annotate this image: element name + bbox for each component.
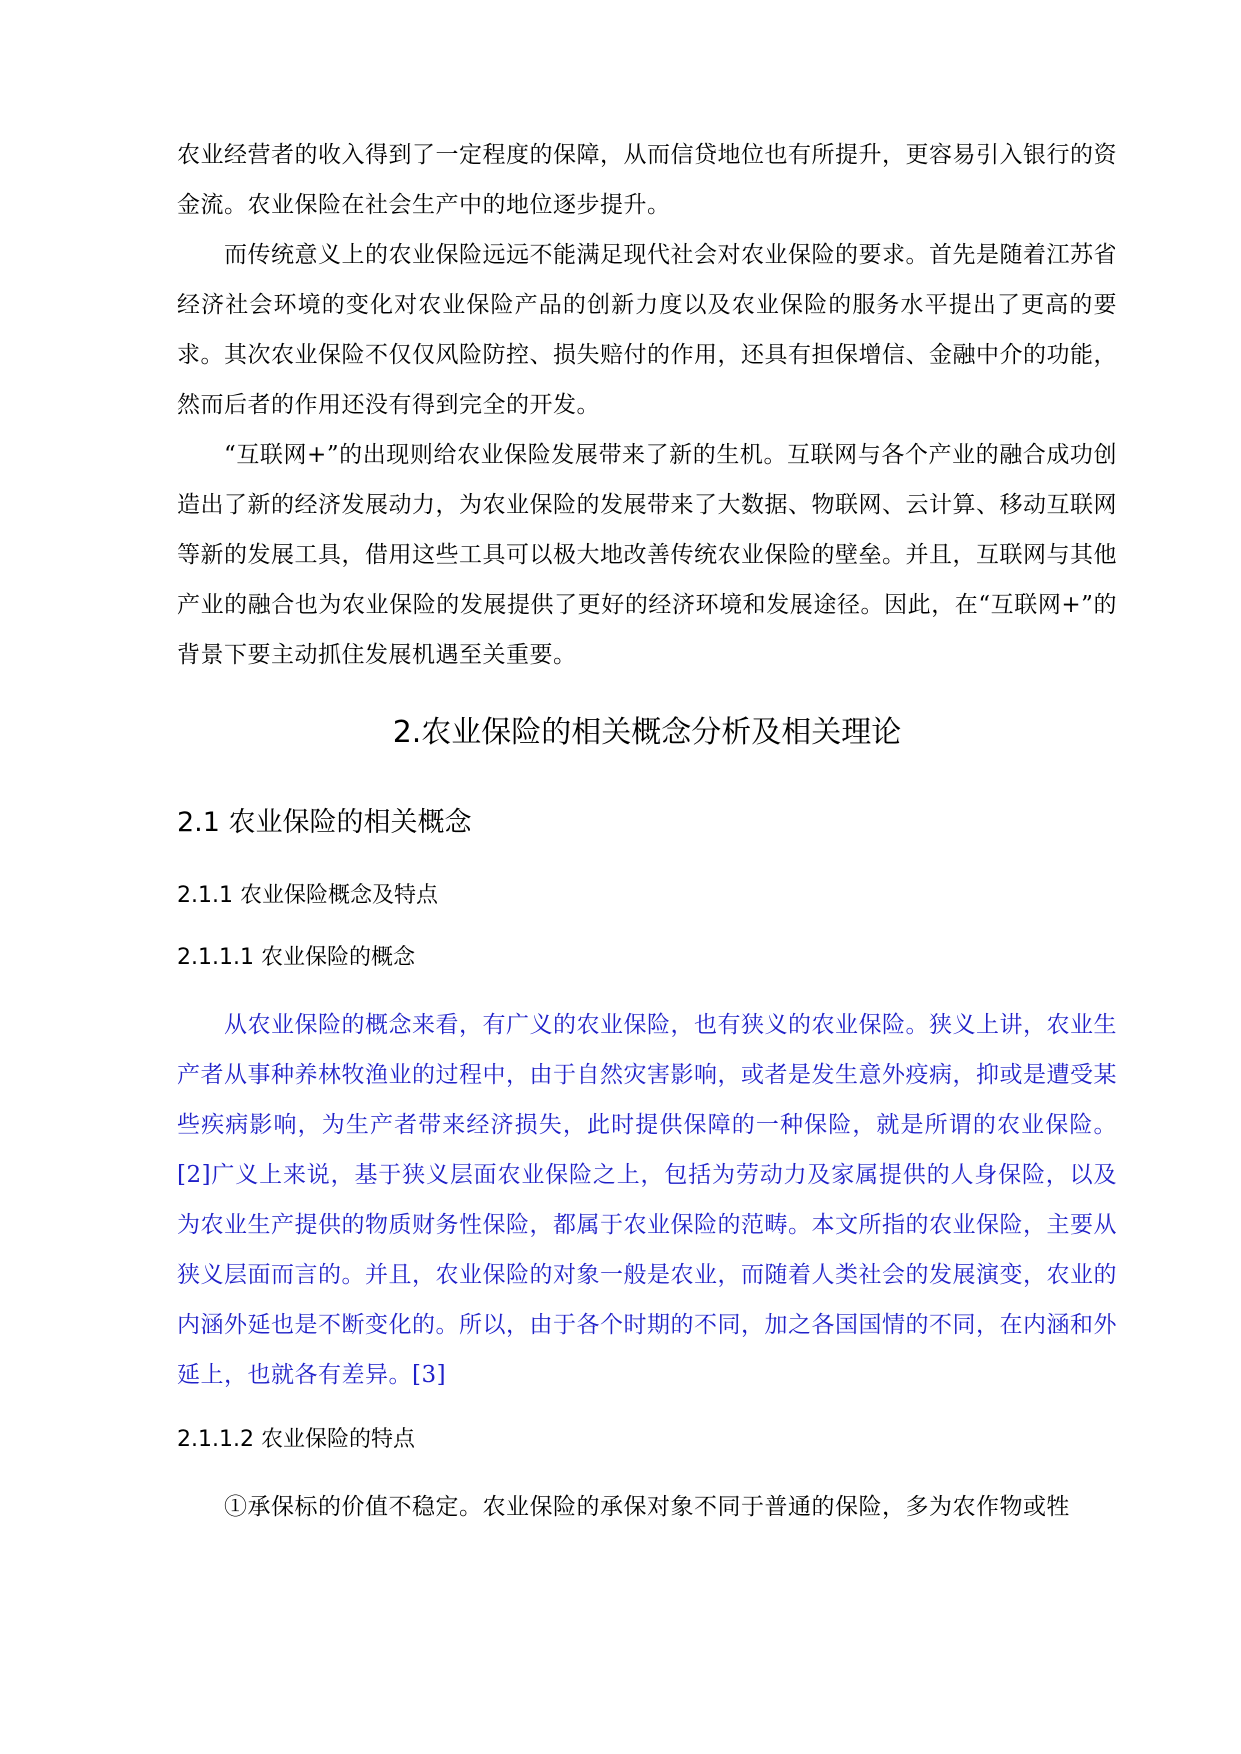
- section-heading-2-1: 2.1 农业保险的相关概念: [177, 807, 472, 838]
- intro-paragraph-1: 农业经营者的收入得到了一定程度的保障，从而信贷地位也有所提升，更容易引入银行的资金流。农业保险在社会生产中的地位逐步提升。: [177, 142, 1117, 218]
- intro-paragraph-2: 而传统意义上的农业保险远远不能满足现代社会对农业保险的要求。首先是随着江苏省经济社会环境的变化对农业保险产品的创新力度以及农业保险的服务水平提出了更高的要求。其次农业保险不仅仅风险防控、损失赔付的作用，还具有担保增信、金融中介的功能，然而后者的作用还没有得到完全的开发。: [177, 242, 1117, 418]
- section-heading-2-1-1-1: 2.1.1.1 农业保险的概念: [177, 945, 415, 970]
- concept-paragraph: 从农业保险的概念来看，有广义的农业保险，也有狭义的农业保险。狭义上讲，农业生产者从事种养林牧渔业的过程中，由于自然灾害影响，或者是发生意外疫病，抑或是遭受某些疾病影响，为生产者带来经济损失，此时提供保障的一种保险，就是所谓的农业保险。[2]广义上来说，基于狭义层面农业保险之上，包括为劳动力及家属提供的人身保险，以及为农业生产提供的物质财务性保险，都属于农业保险的范畴。本文所指的农业保险，主要从狭义层面而言的。并且，农业保险的对象一般是农业，而随着人类社会的发展演变，农业的内涵外延也是不断变化的。所以，由于各个时期的不同，加之各国国情的不同，在内涵和外延上，也就各有差异。[3]: [177, 1012, 1117, 1388]
- intro-paragraph-3: “互联网+”的出现则给农业保险发展带来了新的生机。互联网与各个产业的融合成功创造出了新的经济发展动力，为农业保险的发展带来了大数据、物联网、云计算、移动互联网等新的发展工具，借用这些工具可以极大地改善传统农业保险的壁垒。并且，互联网与其他产业的融合也为农业保险的发展提供了更好的经济环境和发展途径。因此，在“互联网+”的背景下要主动抓住发展机遇至关重要。: [177, 442, 1117, 668]
- section-heading-2-1-1: 2.1.1 农业保险概念及特点: [177, 883, 438, 908]
- section-heading-2: 2.农业保险的相关概念分析及相关理论: [392, 715, 902, 750]
- characteristics-paragraph: ①承保标的价值不稳定。农业保险的承保对象不同于普通的保险，多为农作物或牲: [224, 1494, 1070, 1520]
- section-heading-2-1-1-2: 2.1.1.2 农业保险的特点: [177, 1427, 415, 1452]
- page-content: [177, 130, 1117, 1532]
